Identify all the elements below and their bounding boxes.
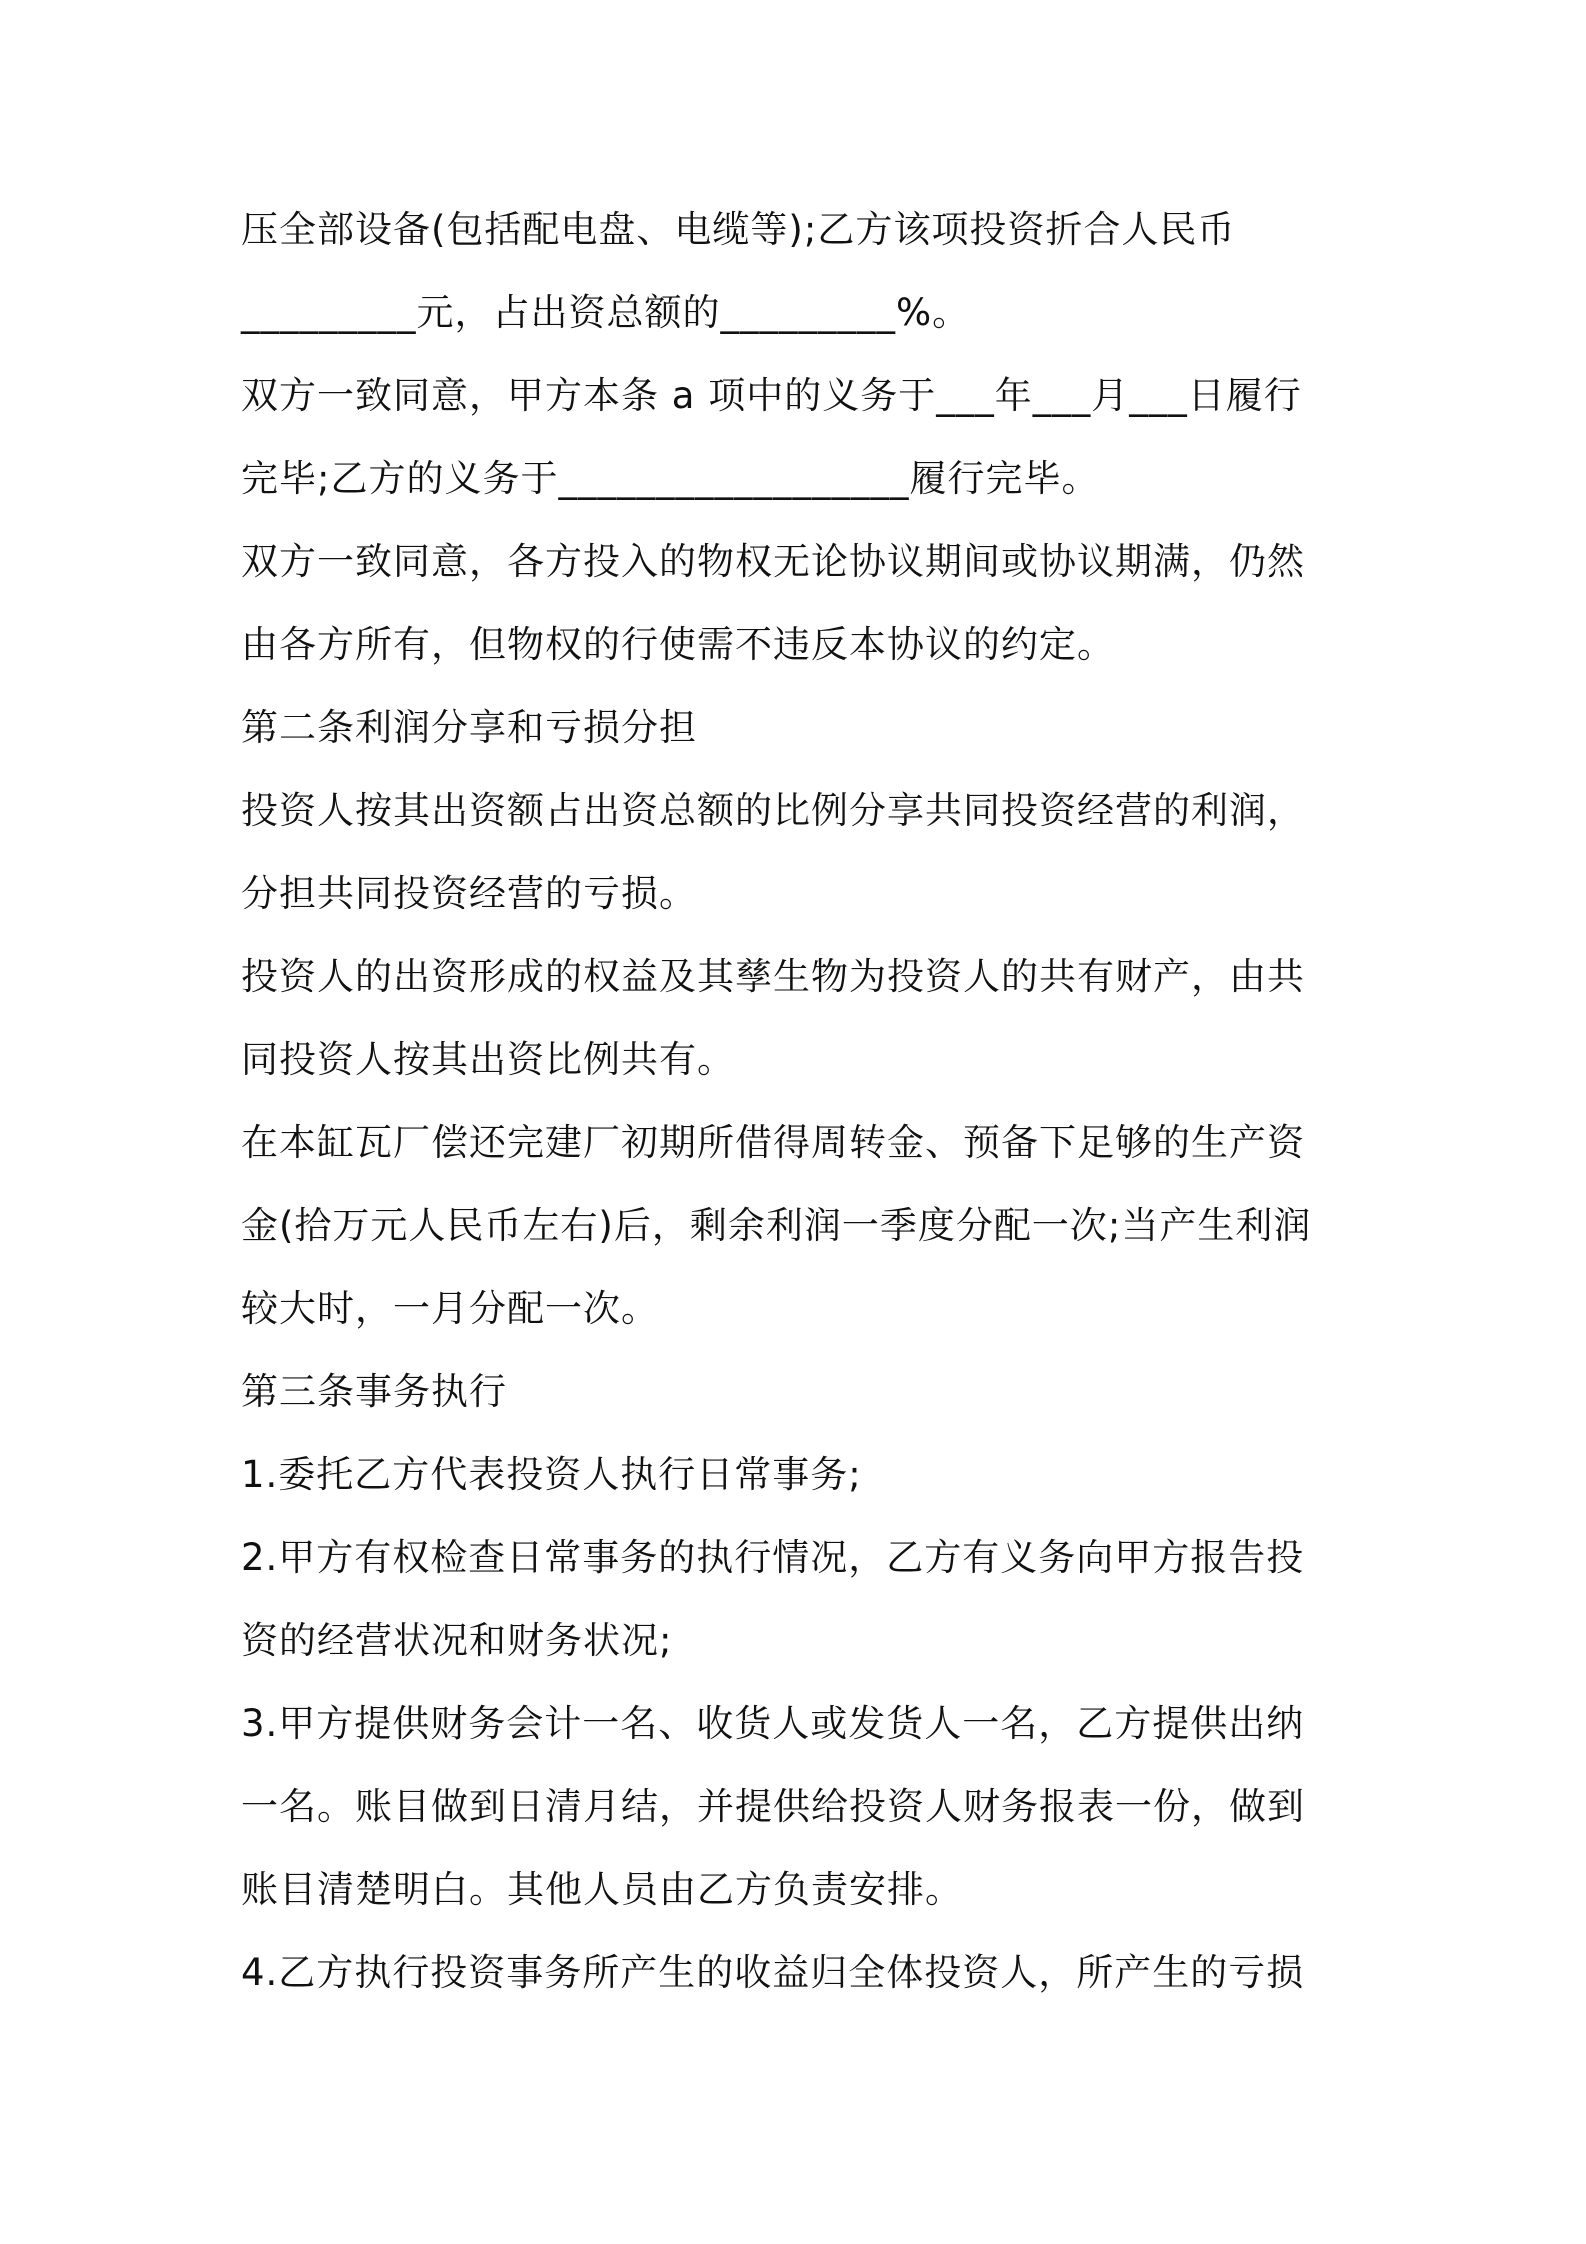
section-heading: 第二条利润分享和亏损分担 [241,706,697,749]
text-line: 双方一致同意，甲方本条 a 项中的义务于___年___月___日履行 [241,374,1302,417]
text-line: 双方一致同意，各方投入的物权无论协议期间或协议期满，仍然 [241,540,1305,583]
text-line: 完毕;乙方的义务于__________________履行完毕。 [241,457,1100,500]
list-item: 3.甲方提供财务会计一名、收货人或发货人一名，乙方提供出纳 [241,1702,1305,1745]
text-line: 资的经营状况和财务状况; [241,1619,673,1662]
text-line: 投资人的出资形成的权益及其孳生物为投资人的共有财产，由共 [241,955,1305,998]
text-line: 一名。账目做到日清月结，并提供给投资人财务报表一份，做到 [241,1785,1305,1828]
text-line: 由各方所有，但物权的行使需不违反本协议的约定。 [241,623,1115,666]
section-heading: 第三条事务执行 [241,1370,507,1413]
list-item: 1.委托乙方代表投资人执行日常事务; [241,1453,862,1496]
text-line: 账目清楚明白。其他人员由乙方负责安排。 [241,1868,963,1911]
text-line: _________元，占出资总额的_________%。 [241,291,971,334]
text-line: 压全部设备(包括配电盘、电缆等);乙方该项投资折合人民币 [241,208,1236,251]
list-item: 2.甲方有权检查日常事务的执行情况，乙方有义务向甲方报告投 [241,1536,1305,1579]
text-line: 同投资人按其出资比例共有。 [241,1038,735,1081]
list-item: 4.乙方执行投资事务所产生的收益归全体投资人，所产生的亏损 [241,1951,1305,1994]
text-line: 较大时，一月分配一次。 [241,1287,659,1330]
text-line: 在本缸瓦厂偿还完建厂初期所借得周转金、预备下足够的生产资 [241,1121,1305,1164]
text-line: 金(拾万元人民币左右)后，剩余利润一季度分配一次;当产生利润 [241,1204,1312,1247]
text-line: 投资人按其出资额占出资总额的比例分享共同投资经营的利润， [241,789,1305,832]
text-line: 分担共同投资经营的亏损。 [241,872,697,915]
